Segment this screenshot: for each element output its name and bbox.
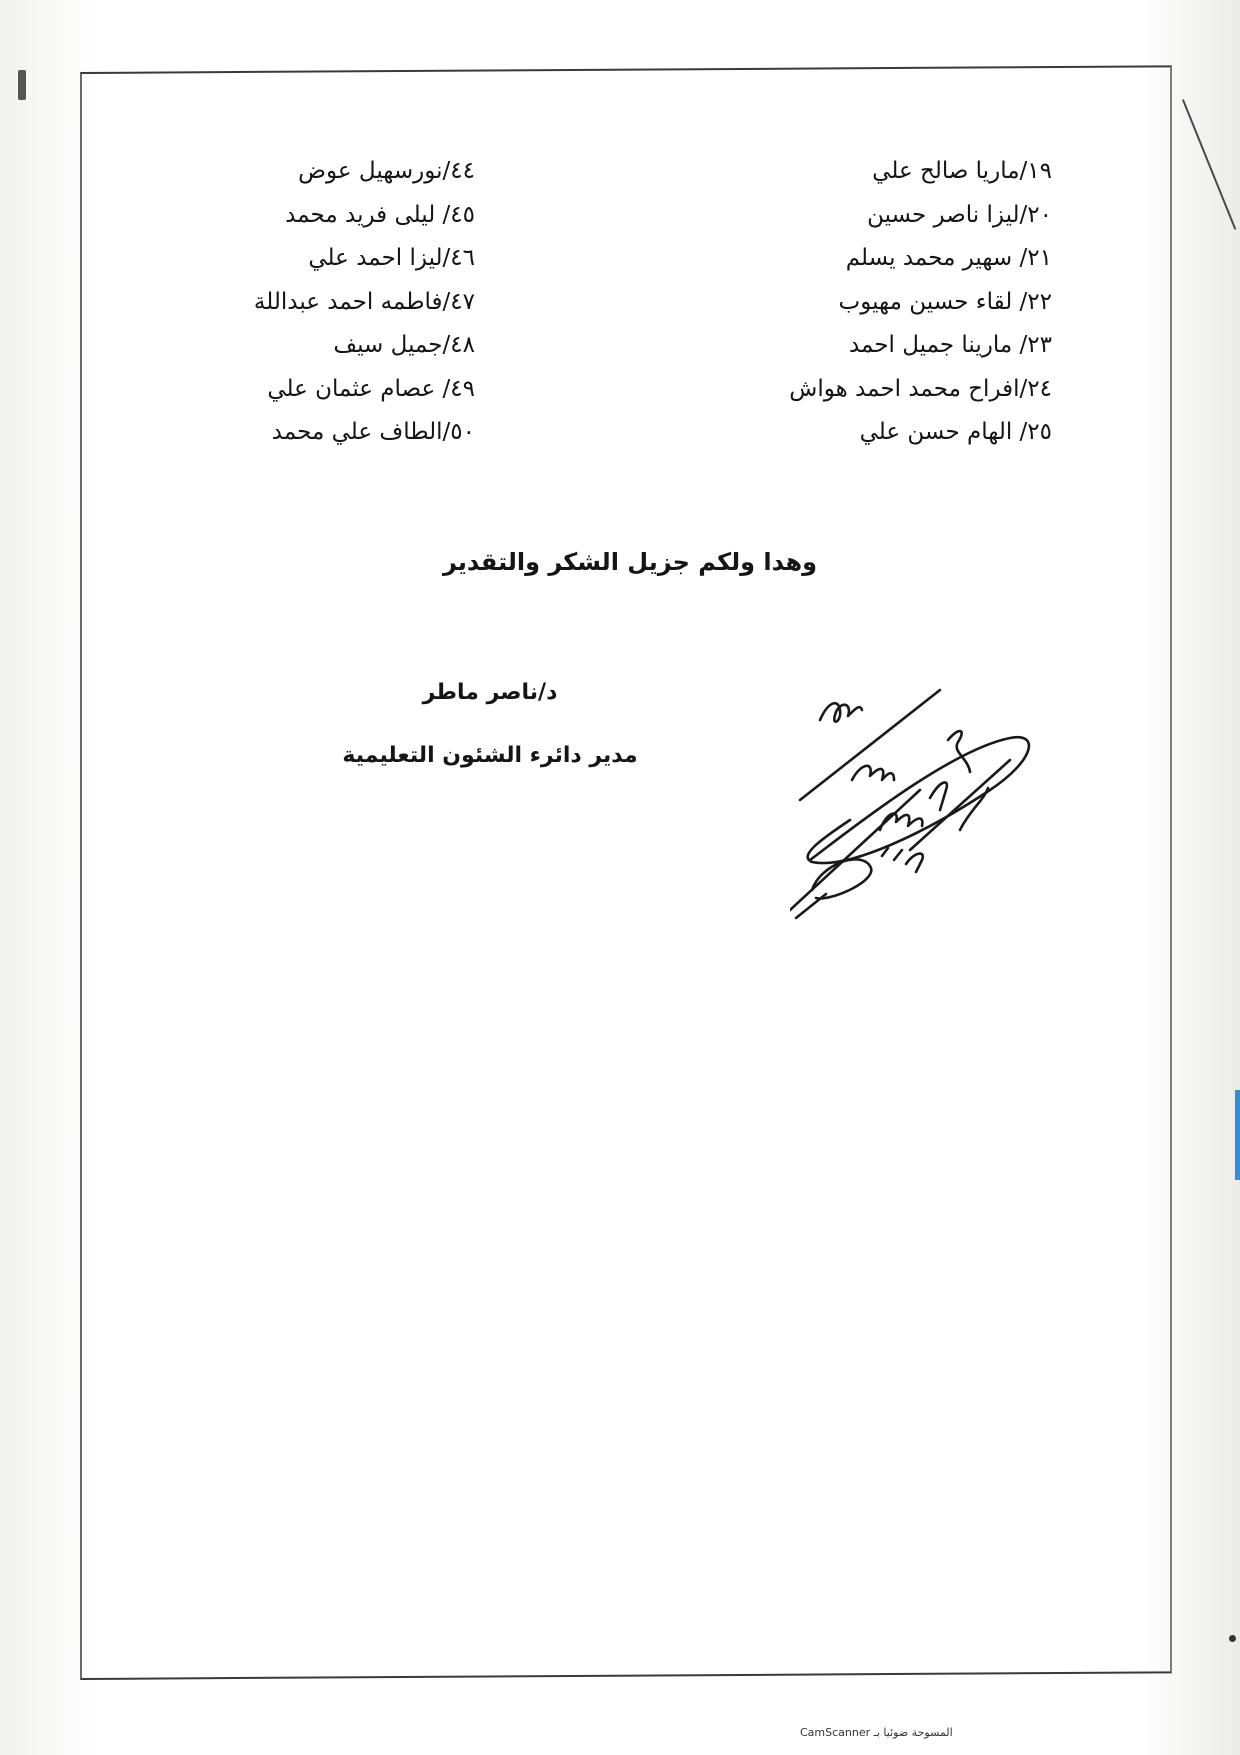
signature-stroke xyxy=(796,894,826,918)
signature-stroke xyxy=(930,782,947,810)
name-item: ٤٨/جميل سيف xyxy=(333,332,475,358)
signature-stroke xyxy=(820,703,862,722)
name-item: ٢٠/ليزا ناصر حسين xyxy=(867,201,1052,228)
signature-stroke xyxy=(960,788,988,830)
signature-stroke xyxy=(910,760,1010,850)
signature-stroke xyxy=(906,854,923,872)
name-item: ٢٤/افراح محمد احمد هواش xyxy=(789,375,1052,402)
scan-color-strip xyxy=(1235,1090,1240,1180)
name-item: ٢٥/ الهام حسن علي xyxy=(859,419,1052,445)
closing-thanks: وهدا ولكم جزيل الشكر والتقدير xyxy=(442,548,817,576)
name-item: ٤٥/ ليلى فريد محمد xyxy=(285,201,475,228)
name-item: ٤٧/فاطمه احمد عبداللة xyxy=(253,288,475,315)
camscanner-footer: المسوحة ضوئيا بـ CamScanner xyxy=(800,1726,953,1739)
signature-stroke xyxy=(812,859,871,898)
signature-stroke xyxy=(852,766,894,780)
signature-stroke xyxy=(882,848,902,860)
name-item: ٥٠/الطاف علي محمد xyxy=(271,419,475,445)
name-item: ٢٢/ لقاء حسين مهيوب xyxy=(838,288,1052,315)
name-item: ٤٤/نورسهيل عوض xyxy=(298,158,475,184)
names-list-right xyxy=(632,150,1052,455)
name-item: ٢١/ سهير محمد يسلم xyxy=(845,245,1052,271)
name-item: ٤٩/ عصام عثمان علي xyxy=(267,375,475,402)
name-item: ٢٣/ مارينا جميل احمد xyxy=(848,332,1052,358)
name-item: ٤٦/ليزا احمد علي xyxy=(308,245,475,271)
signature-stroke xyxy=(948,731,970,772)
signature-stroke xyxy=(800,690,940,800)
name-item: ١٩/ماريا صالح علي xyxy=(872,158,1052,184)
signatory-name: د/ناصر ماطر xyxy=(422,680,558,705)
signatory-title: مدير دائرء الشئون التعليمية xyxy=(342,743,638,768)
scan-edge-mark xyxy=(18,70,26,100)
handwritten-signature xyxy=(790,680,1090,980)
scan-dot xyxy=(1229,1635,1236,1642)
names-list-left xyxy=(175,150,475,455)
